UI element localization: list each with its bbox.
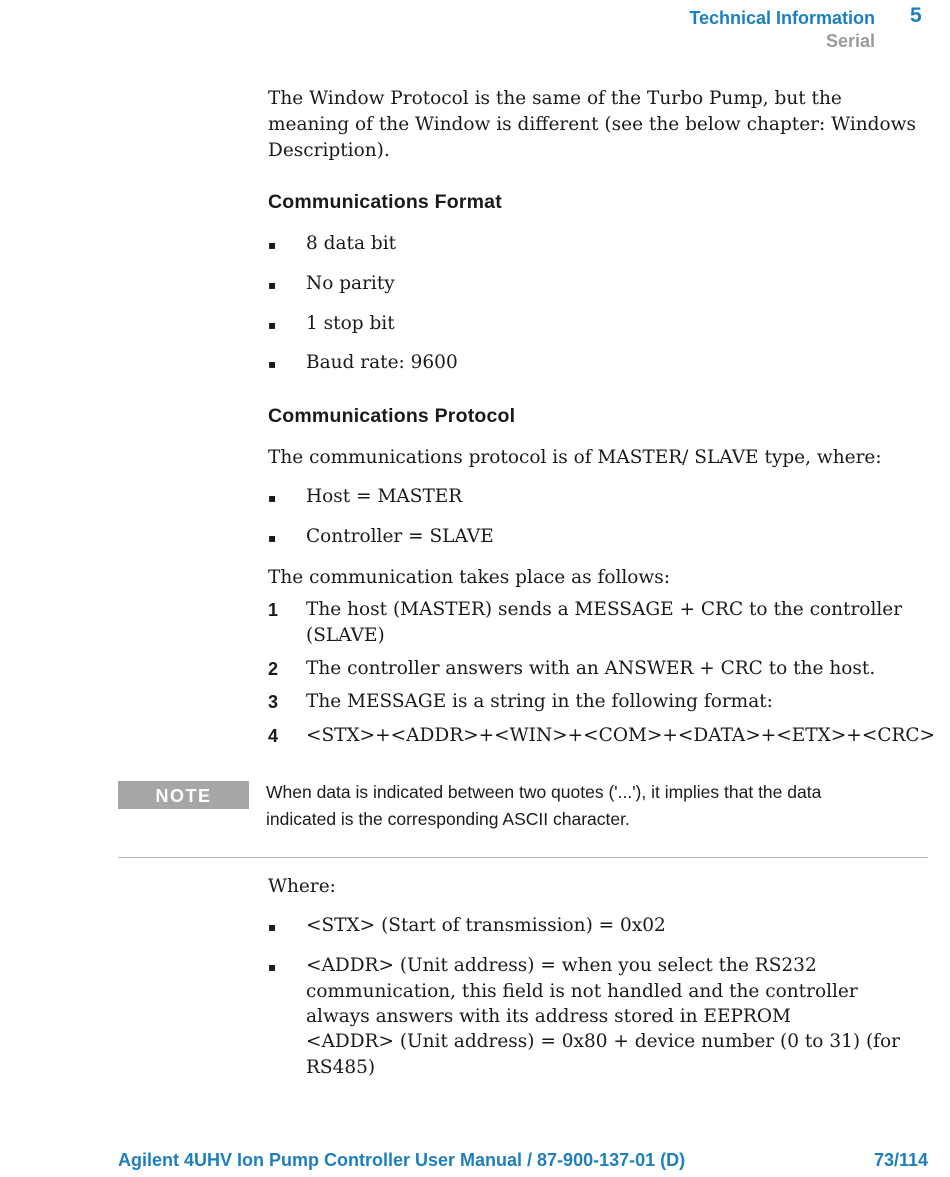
step-text: The controller answers with an ANSWER + CRC to the host. [306, 658, 876, 679]
bullet-icon: ▪ [268, 238, 277, 252]
intro-line: meaning of the Window is different (see the below chapter: Windows [268, 114, 916, 135]
format-item: Baud rate: 9600 [306, 352, 458, 373]
format-item: No parity [306, 273, 395, 294]
where-item: RS485) [306, 1057, 376, 1078]
step-text: (SLAVE) [306, 625, 385, 646]
step-text: <STX>+<ADDR>+<WIN>+<COM>+<DATA>+<ETX>+<CRC> [306, 725, 936, 746]
step-number: 2 [268, 659, 279, 679]
note-text: When data is indicated between two quotes ('...'), it implies that the data [266, 782, 822, 802]
format-item: 8 data bit [306, 233, 397, 254]
format-item: 1 stop bit [306, 313, 395, 334]
where-item: <ADDR> (Unit address) = when you select the RS232 [306, 955, 817, 976]
steps-intro: The communication takes place as follows: [268, 567, 670, 588]
where-item: always answers with its address stored in EEPROM [306, 1006, 791, 1027]
format-heading: Communications Format [268, 191, 502, 213]
note-divider [118, 857, 928, 858]
role-item: Controller = SLAVE [306, 526, 494, 547]
section-title: Technical Information [689, 8, 875, 28]
bullet-icon: ▪ [268, 531, 277, 545]
bullet-icon: ▪ [268, 278, 277, 292]
step-text: The MESSAGE is a string in the following format: [306, 691, 773, 712]
subsection-title: Serial [825, 31, 875, 51]
bullet-icon: ▪ [268, 357, 277, 371]
note-label: NOTE [155, 786, 212, 806]
note-text: indicated is the corresponding ASCII character. [266, 809, 630, 829]
bullet-icon: ▪ [268, 491, 277, 505]
where-item: <ADDR> (Unit address) = 0x80 + device number (0 to 31) (for [306, 1031, 901, 1052]
step-number: 1 [268, 600, 279, 620]
step-number: 3 [268, 692, 279, 712]
where-item: <STX> (Start of transmission) = 0x02 [306, 915, 666, 936]
bullet-icon: ▪ [268, 318, 277, 332]
footer-title: Agilent 4UHV Ion Pump Controller User Manual / 87-900-137-01 (D) [118, 1150, 686, 1170]
page-number: 73/114 [873, 1150, 928, 1170]
where-intro: Where: [268, 876, 336, 897]
bullet-icon: ▪ [268, 920, 277, 934]
protocol-heading: Communications Protocol [268, 405, 516, 427]
intro-line: The Window Protocol is the same of the Turbo Pump, but the [268, 88, 842, 109]
bullet-icon: ▪ [268, 960, 277, 974]
protocol-intro: The communications protocol is of MASTER/ SLAVE type, where: [268, 447, 882, 468]
intro-line: Description). [268, 140, 390, 161]
where-item: communication, this field is not handled and the controller [306, 981, 858, 1002]
chapter-number: 5 [910, 4, 922, 27]
step-number: 4 [268, 726, 279, 746]
step-text: The host (MASTER) sends a MESSAGE + CRC to the controller [306, 599, 903, 620]
role-item: Host = MASTER [306, 486, 463, 507]
